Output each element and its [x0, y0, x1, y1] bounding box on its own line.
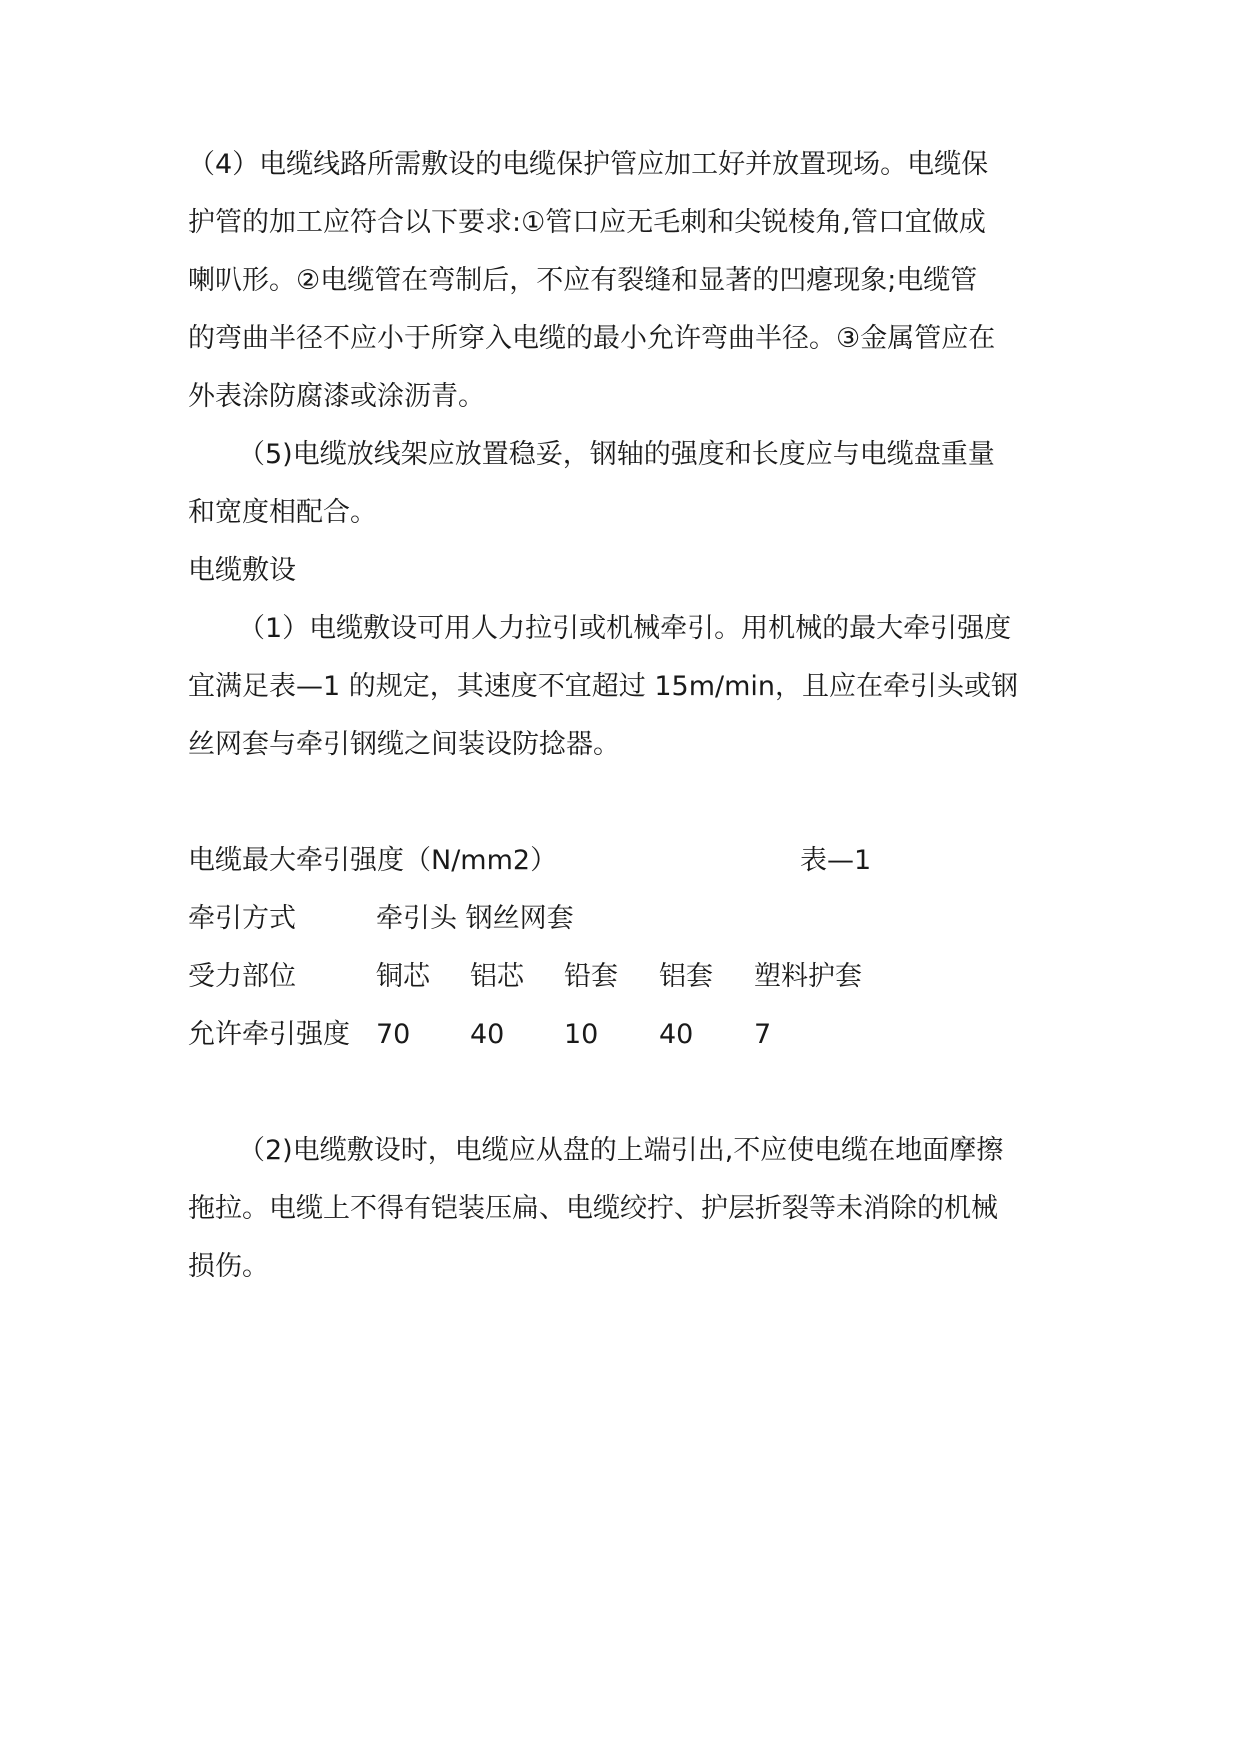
table-cell: 7 — [754, 1019, 772, 1050]
text-line: 喇叭形。②电缆管在弯制后，不应有裂缝和显著的凹瘪现象;电缆管 — [188, 265, 978, 296]
text-line: （1）电缆敷设可用人力拉引或机械牵引。用机械的最大牵引强度 — [238, 613, 1012, 644]
row-header: 受力部位 — [188, 961, 296, 992]
row-header: 牵引方式 — [188, 903, 296, 934]
text-line: 和宽度相配合。 — [188, 497, 377, 528]
text-line: 丝网套与牵引钢缆之间装设防捻器。 — [188, 729, 620, 760]
text-line: （5)电缆放线架应放置稳妥，钢轴的强度和长度应与电缆盘重量 — [238, 439, 995, 470]
text-line: （2)电缆敷设时，电缆应从盘的上端引出,不应使电缆在地面摩擦 — [238, 1135, 1004, 1166]
text-line: 护管的加工应符合以下要求:①管口应无毛刺和尖锐棱角,管口宜做成 — [188, 207, 986, 238]
section-heading: 电缆敷设 — [188, 555, 296, 586]
table-caption: 电缆最大牵引强度（N/mm2） — [188, 845, 558, 876]
text-line: 外表涂防腐漆或涂沥青。 — [188, 381, 485, 412]
text-line: 拖拉。电缆上不得有铠装压扁、电缆绞拧、护层折裂等未消除的机械 — [188, 1193, 998, 1224]
text-line: 损伤。 — [188, 1251, 269, 1282]
table-cell: 塑料护套 — [754, 961, 862, 992]
table-cell: 牵引头 钢丝网套 — [376, 903, 574, 934]
table-cell: 70 — [376, 1019, 411, 1050]
table-label: 表—1 — [800, 845, 872, 876]
text-line: 的弯曲半径不应小于所穿入电缆的最小允许弯曲半径。③金属管应在 — [188, 323, 996, 354]
table-cell: 铝芯 — [470, 961, 524, 992]
table-cell: 铅套 — [564, 961, 618, 992]
table-cell: 40 — [659, 1019, 694, 1050]
row-header: 允许牵引强度 — [188, 1019, 350, 1050]
table-cell: 40 — [470, 1019, 505, 1050]
table-cell: 铝套 — [659, 961, 713, 992]
table-cell: 铜芯 — [376, 961, 430, 992]
text-line: 宜满足表—1 的规定，其速度不宜超过 15m/min，且应在牵引头或钢 — [188, 671, 1019, 702]
table-cell: 10 — [564, 1019, 599, 1050]
text-line: （4）电缆线路所需敷设的电缆保护管应加工好并放置现场。电缆保 — [188, 149, 989, 180]
